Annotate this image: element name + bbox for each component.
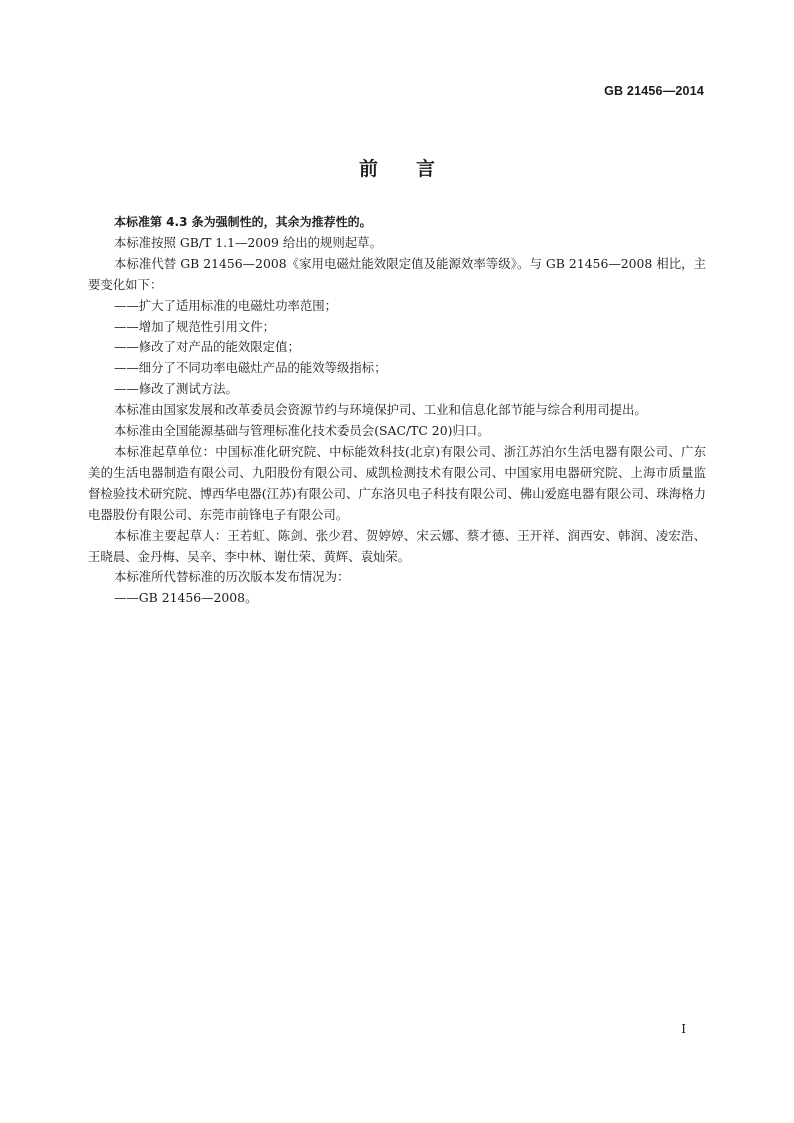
- change-item: ——增加了规范性引用文件；: [114, 318, 276, 334]
- change-item: ——修改了对产品的能效限定值；: [114, 339, 300, 355]
- page-title: 前言: [358, 158, 473, 180]
- change-item: ——扩大了适用标准的电磁灶功率范围；: [114, 297, 338, 313]
- paragraph-replaces: 本标准代替 GB 21456—2008《家用电磁灶能效限定值及能源效率等级》。与 GB 21456—2008 相比，主要变化如下：: [88, 255, 706, 292]
- paragraph-mandatory-clause: 本标准第 4.3 条为强制性的，其余为推荐性的。: [114, 215, 372, 229]
- paragraph-centralized-by: 本标准由全国能源基础与管理标准化技术委员会(SAC/TC 20)归口。: [114, 423, 490, 439]
- standard-code: GB 21456—2014: [604, 84, 704, 98]
- paragraph-drafters: 本标准主要起草人：王若虹、陈剑、张少君、贺婷婷、宋云娜、蔡才德、王开祥、润西安、韩润、凌宏浩、王晓晨、金丹梅、吴辛、李中林、谢仕荣、黄辉、袁灿荣。: [88, 527, 706, 564]
- history-item: ——GB 21456—2008。: [114, 590, 258, 606]
- page-number: I: [681, 1022, 686, 1036]
- paragraph-proposed-by: 本标准由国家发展和改革委员会资源节约与环境保护司、工业和信息化部节能与综合利用司提出。: [114, 402, 647, 418]
- document-body: [88, 212, 706, 609]
- change-item: ——细分了不同功率电磁灶产品的能效等级指标；: [114, 360, 387, 376]
- paragraph-drafting-units: 本标准起草单位：中国标准化研究院、中标能效科技(北京)有限公司、浙江苏泊尔生活电器有限公司、广东美的生活电器制造有限公司、九阳股份有限公司、威凯检测技术有限公司、中国家用电器研究院、上海市质量监督检验技术研究院、博西华电器(江苏)有限公司、广东洛贝电子科技有限公司、佛山爱庭电器有限公司、珠海格力电器股份有限公司、东莞市前锋电子有限公司。: [88, 443, 706, 522]
- paragraph-history-intro: 本标准所代替标准的历次版本发布情况为：: [114, 569, 350, 585]
- paragraph-drafting-rules: 本标准按照 GB/T 1.1—2009 给出的规则起草。: [114, 234, 382, 250]
- change-item: ——修改了测试方法。: [114, 381, 238, 397]
